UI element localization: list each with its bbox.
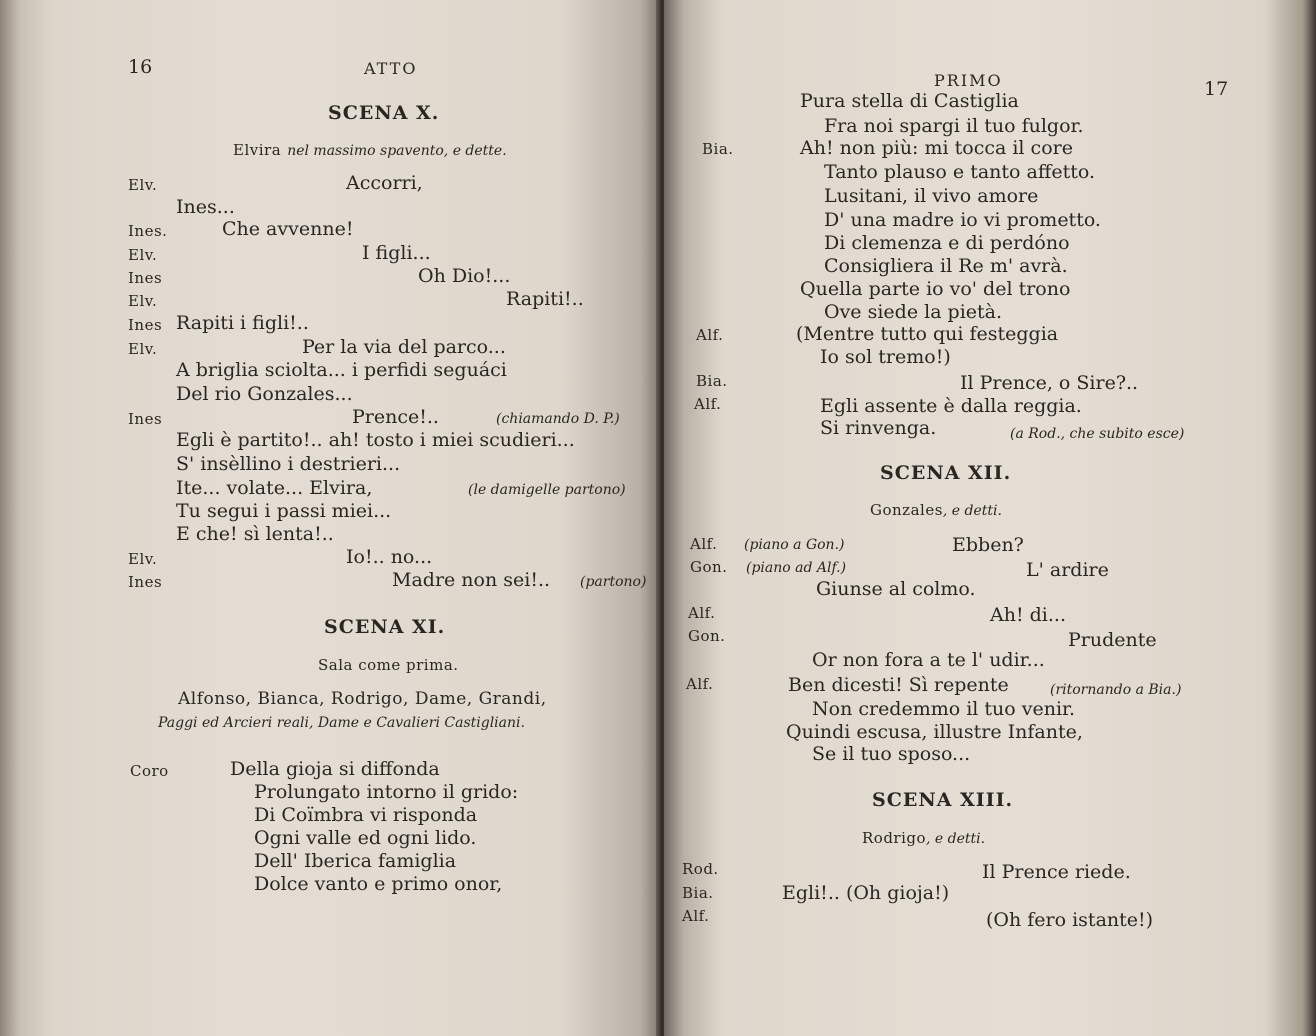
speaker: Elv. [128,550,158,568]
verse-line: Tanto plauso e tanto affetto. [824,161,1095,183]
speaker: Rod. [682,860,719,878]
cast-list: Paggi ed Arcieri reali, Dame e Cavalieri Castigliani. [158,715,525,731]
verse-line: I figli... [362,242,431,264]
verse-line: Ite... volate... Elvira, [176,477,373,499]
verse-line: Prudente [1068,629,1157,651]
verse-line: Di clemenza e di perdóno [824,232,1070,254]
speaker: Ines [128,410,163,428]
speaker: Ines [128,269,163,287]
stage-direction [233,138,507,162]
stage-direction: (piano ad Alf.) [746,560,847,576]
verse-line: Per la via del parco... [302,336,506,358]
speaker: Gon. [688,627,726,645]
verse-line: Io!.. no... [346,546,433,568]
scene-title: SCENA XII. [880,462,1012,484]
verse-line: Madre non sei!.. [392,569,551,591]
scene-title: SCENA X. [328,102,440,124]
speaker: Ines [128,316,163,334]
speaker: Gon. [690,558,728,576]
verse-line: Egli assente è dalla reggia. [820,395,1082,417]
verse-line: D' una madre io vi prometto. [824,209,1101,231]
scene-title: SCENA XIII. [872,789,1014,811]
verse-line: Oh Dio!... [418,265,511,287]
speaker: Coro [130,762,169,780]
right-page [664,0,1316,1036]
running-head: ATTO [364,59,418,78]
stage-direction: (partono) [580,574,647,590]
verse-line: Il Prence, o Sire?.. [960,372,1139,394]
stage-direction: (le damigelle partono) [468,482,626,498]
verse-line: E che! sì lenta!.. [176,523,334,545]
verse-line: Ebben? [952,534,1024,556]
verse-line: (Oh fero istante!) [986,909,1154,931]
speaker: Alf. [688,604,716,622]
stage-direction: (ritornando a Bia.) [1050,682,1182,698]
speaker: Ines [128,573,163,591]
verse-line: Egli è partito!.. ah! tosto i miei scudieri... [176,429,575,451]
stage-direction [870,498,1002,522]
verse-line: Or non fora a te l' udir... [812,649,1045,671]
stage-direction: (piano a Gon.) [744,537,845,553]
speaker: Bia. [682,884,714,902]
speaker: Bia. [696,372,728,390]
direction-text: nel massimo spavento, e dette. [287,143,507,159]
character-name: Gonzales [870,501,943,519]
verse-line: Consigliera il Re m' avrà. [824,255,1068,277]
speaker: Alf. [682,907,710,925]
verse-line: Non credemmo il tuo venir. [812,698,1076,720]
verse-line: Tu segui i passi miei... [176,500,392,522]
verse-line: Lusitani, il vivo amore [824,185,1039,207]
verse-line: Si rinvenga. [820,417,937,439]
verse-line: Fra noi spargi il tuo fulgor. [824,115,1084,137]
verse-line: Quindi escusa, illustre Infante, [786,721,1083,743]
verse-line: Prence!.. [352,406,439,428]
scene-title: SCENA XI. [324,616,446,638]
setting-text: Sala come prima. [318,656,459,674]
verse-line: Rapiti!.. [506,288,584,310]
verse-line: Giunse al colmo. [816,578,976,600]
verse-line: Ben dicesti! Sì repente [788,674,1009,696]
direction-text: , e detti. [942,503,1002,519]
direction-text: , e detti. [926,831,986,847]
page-number: 17 [1204,78,1229,100]
verse-line: Io sol tremo!) [820,346,951,368]
speaker: Alf. [690,535,718,553]
verse-line: Pura stella di Castiglia [800,90,1019,112]
verse-line: A briglia sciolta... i perfidi seguáci [176,359,507,381]
stage-direction: (chiamando D. P.) [496,411,620,427]
verse-line: Ogni valle ed ogni lido. [254,827,477,849]
character-name: Rodrigo [862,829,927,847]
verse-line: Della gioja si diffonda [230,758,440,780]
verse-line: Accorri, [346,172,423,194]
stage-direction: (a Rod., che subito esce) [1010,426,1185,442]
page-number: 16 [128,56,153,78]
verse-line: Ove siede la pietà. [824,301,1003,323]
verse-line: Dell' Iberica famiglia [254,850,457,872]
stage-direction [862,826,985,850]
verse-line: Rapiti i figli!.. [176,312,309,334]
cast-list: Alfonso, Bianca, Rodrigo, Dame, Grandi, [178,689,547,709]
speaker: Alf. [694,395,722,413]
verse-line: S' insèllino i destrieri... [176,453,401,475]
speaker: Elv. [128,340,158,358]
speaker: Elv. [128,246,158,264]
character-name: Elvira [233,141,282,159]
verse-line: Ines... [176,196,235,218]
verse-line: Il Prence riede. [982,861,1131,883]
speaker: Elv. [128,292,158,310]
speaker: Alf. [696,326,724,344]
speaker: Alf. [686,675,714,693]
verse-line: Ah! di... [990,604,1066,626]
verse-line: Prolungato intorno il grido: [254,781,519,803]
speaker: Bia. [702,140,734,158]
running-head: PRIMO [934,71,1003,90]
verse-line: Dolce vanto e primo onor, [254,873,503,895]
verse-line: (Mentre tutto qui festeggia [796,323,1059,345]
verse-line: Quella parte io vo' del trono [800,278,1071,300]
verse-line: Egli!.. (Oh gioja!) [782,882,950,904]
speaker: Elv. [128,176,158,194]
verse-line: Del rio Gonzales... [176,383,353,405]
verse-line: Di Coïmbra vi risponda [254,804,478,826]
verse-line: Ah! non più: mi tocca il core [800,137,1073,159]
verse-line: L' ardire [1026,559,1109,581]
verse-line: Che avvenne! [222,218,354,240]
speaker: Ines. [128,222,168,240]
verse-line: Se il tuo sposo... [812,743,971,765]
